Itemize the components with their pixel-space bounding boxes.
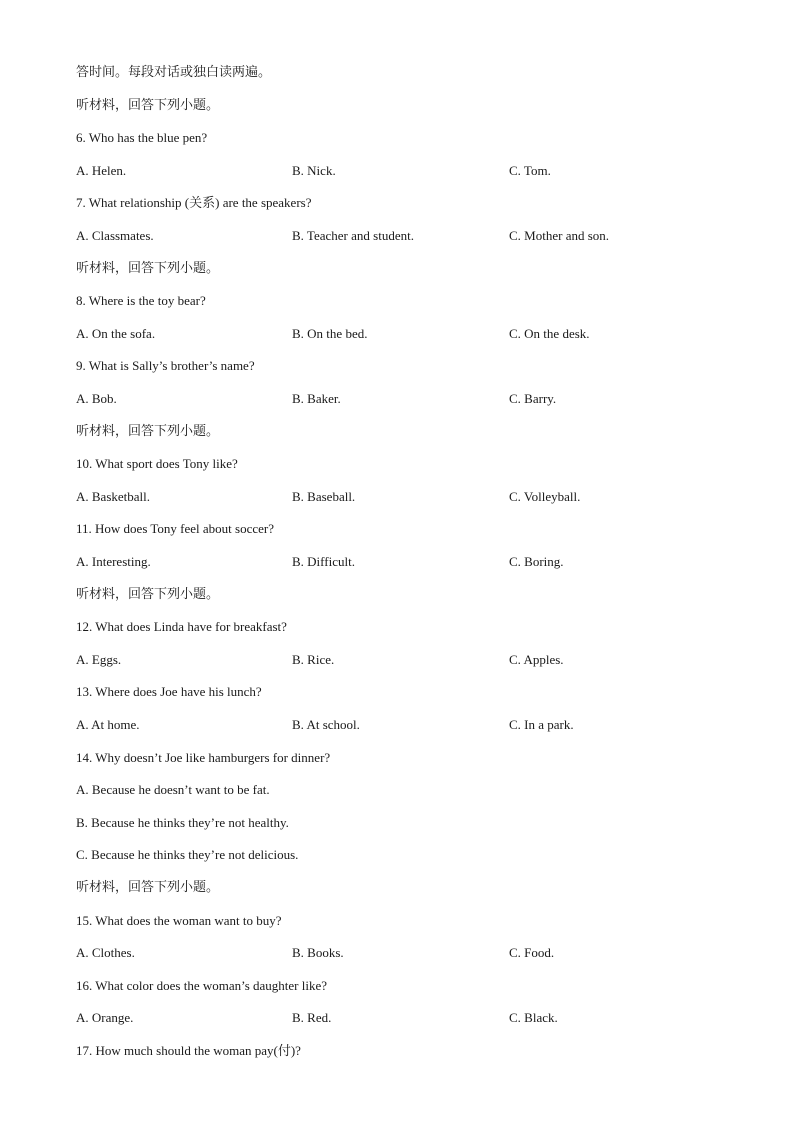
question-7-options bbox=[76, 228, 716, 244]
option-c: C. Food. bbox=[509, 945, 555, 960]
option-a: A. Classmates. bbox=[76, 228, 154, 243]
option-a: A. Orange. bbox=[76, 1010, 134, 1025]
question-13-options bbox=[76, 717, 716, 733]
question-12: 12. What does Linda have for breakfast? bbox=[76, 619, 287, 634]
option-a: A. Clothes. bbox=[76, 945, 135, 960]
option-c: C. Because he thinks they’re not delicious. bbox=[76, 847, 299, 862]
option-b: B. Teacher and student. bbox=[292, 228, 414, 243]
question-15-options bbox=[76, 945, 716, 961]
question-11: 11. How does Tony feel about soccer? bbox=[76, 521, 275, 536]
question-15: 15. What does the woman want to buy? bbox=[76, 913, 282, 928]
section-heading: 听材料，回答下列小题。 bbox=[76, 587, 220, 602]
option-a: A. Because he doesn’t want to be fat. bbox=[76, 782, 270, 797]
option-c: C. Apples. bbox=[509, 652, 564, 667]
option-b: B. Nick. bbox=[292, 163, 336, 178]
option-a: A. Basketball. bbox=[76, 489, 151, 504]
option-c: C. Tom. bbox=[509, 163, 551, 178]
option-a: A. Helen. bbox=[76, 163, 127, 178]
option-b: B. Baker. bbox=[292, 391, 341, 406]
option-b: B. Rice. bbox=[292, 652, 335, 667]
section-heading: 听材料，回答下列小题。 bbox=[76, 261, 220, 276]
option-b: B. Baseball. bbox=[292, 489, 356, 504]
option-c: C. In a park. bbox=[509, 717, 574, 732]
instructions-text: 答时间。每段对话或独白读两遍。 bbox=[76, 65, 272, 80]
question-17: 17. How much should the woman pay(付)? bbox=[76, 1043, 301, 1058]
question-16: 16. What color does the woman’s daughter like? bbox=[76, 978, 328, 993]
question-7: 7. What relationship (关系) are the speakers? bbox=[76, 195, 312, 210]
option-b: B. Because he thinks they’re not healthy. bbox=[76, 815, 289, 830]
option-c: C. Black. bbox=[509, 1010, 558, 1025]
option-b: B. Red. bbox=[292, 1010, 332, 1025]
question-13: 13. Where does Joe have his lunch? bbox=[76, 684, 262, 699]
question-9-options bbox=[76, 391, 716, 407]
option-b: B. At school. bbox=[292, 717, 360, 732]
option-c: C. Boring. bbox=[509, 554, 564, 569]
option-c: C. Mother and son. bbox=[509, 228, 610, 243]
section-heading: 听材料，回答下列小题。 bbox=[76, 98, 220, 113]
question-8: 8. Where is the toy bear? bbox=[76, 293, 206, 308]
option-a: A. On the sofa. bbox=[76, 326, 156, 341]
question-14: 14. Why doesn’t Joe like hamburgers for dinner? bbox=[76, 750, 331, 765]
question-10: 10. What sport does Tony like? bbox=[76, 456, 238, 471]
section-heading: 听材料，回答下列小题。 bbox=[76, 424, 220, 439]
question-12-options bbox=[76, 652, 716, 668]
option-b: B. Books. bbox=[292, 945, 344, 960]
question-6-options bbox=[76, 163, 716, 179]
option-b: B. On the bed. bbox=[292, 326, 368, 341]
question-8-options bbox=[76, 326, 716, 342]
question-16-options bbox=[76, 1010, 716, 1026]
option-a: A. At home. bbox=[76, 717, 140, 732]
option-a: A. Interesting. bbox=[76, 554, 151, 569]
option-c: C. On the desk. bbox=[509, 326, 590, 341]
question-6: 6. Who has the blue pen? bbox=[76, 130, 208, 145]
question-11-options bbox=[76, 554, 716, 570]
question-9: 9. What is Sally’s brother’s name? bbox=[76, 358, 255, 373]
section-heading: 听材料，回答下列小题。 bbox=[76, 880, 220, 895]
option-c: C. Barry. bbox=[509, 391, 557, 406]
option-a: A. Eggs. bbox=[76, 652, 122, 667]
option-a: A. Bob. bbox=[76, 391, 117, 406]
option-b: B. Difficult. bbox=[292, 554, 355, 569]
question-10-options bbox=[76, 489, 716, 505]
option-c: C. Volleyball. bbox=[509, 489, 581, 504]
